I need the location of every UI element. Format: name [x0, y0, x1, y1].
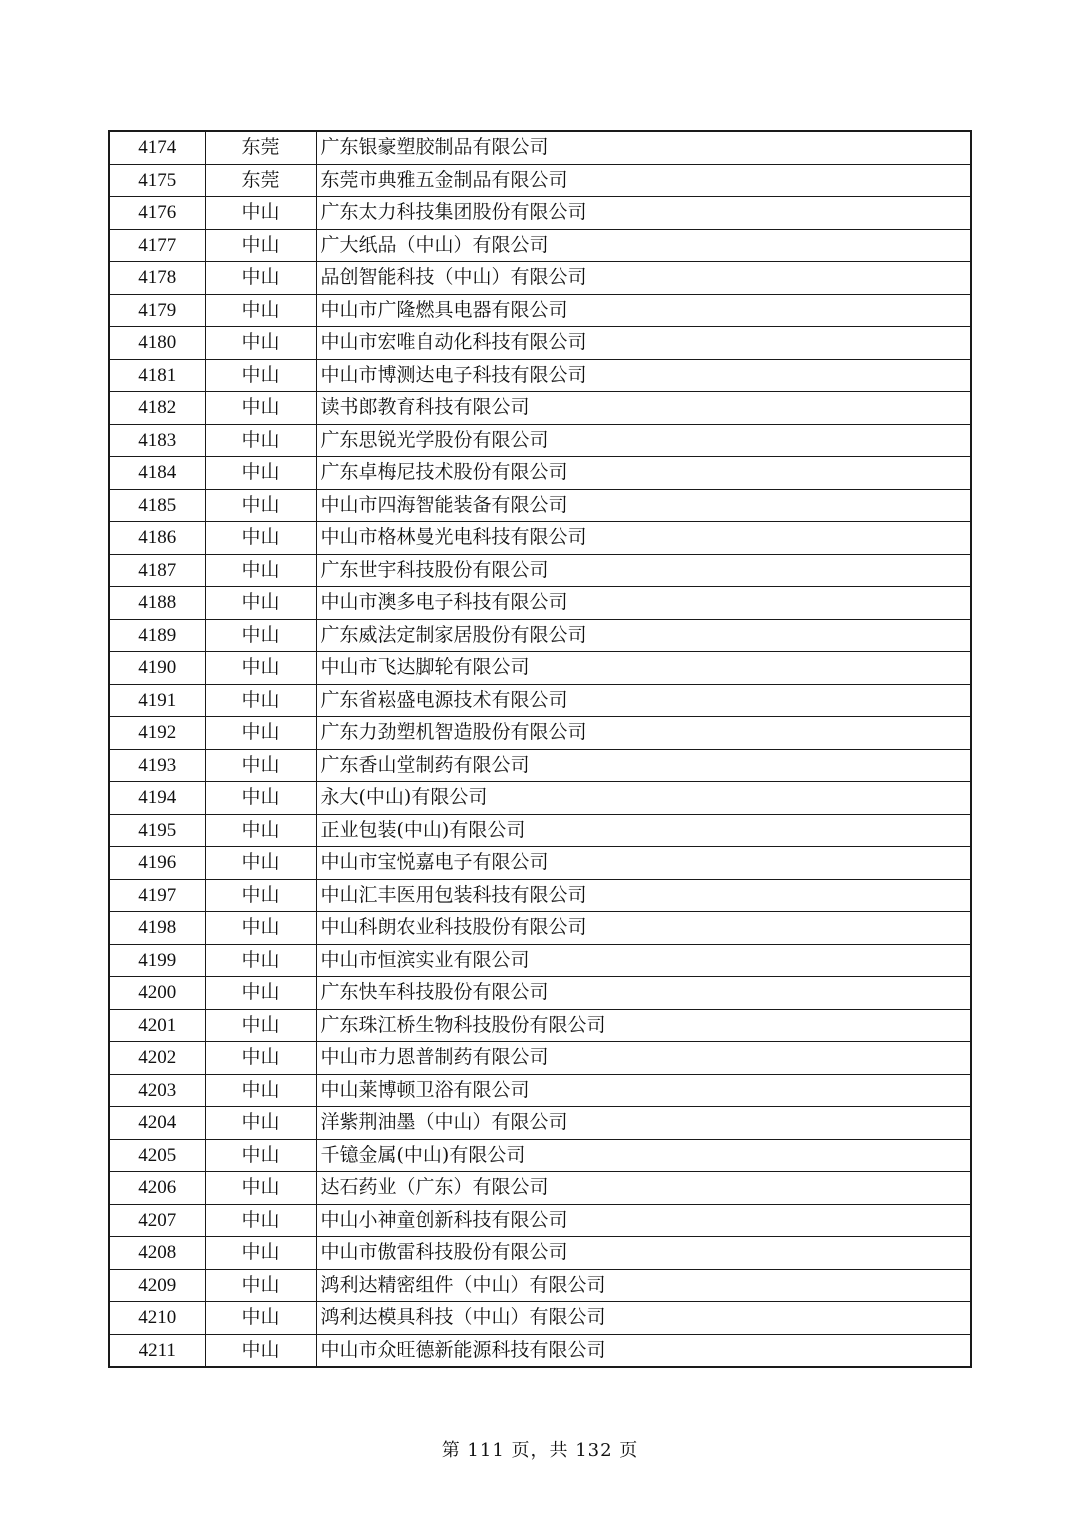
- row-number-cell: 4187: [109, 554, 205, 587]
- company-name-cell: 广东世宇科技股份有限公司: [316, 554, 971, 587]
- company-name-cell: 读书郎教育科技有限公司: [316, 392, 971, 425]
- row-number-cell: 4179: [109, 294, 205, 327]
- row-number-cell: 4205: [109, 1139, 205, 1172]
- company-name-cell: 广东香山堂制药有限公司: [316, 749, 971, 782]
- city-cell: 中山: [205, 684, 316, 717]
- row-number-cell: 4200: [109, 977, 205, 1010]
- table-row: [109, 554, 971, 587]
- row-number-cell: 4181: [109, 359, 205, 392]
- row-number-cell: 4186: [109, 522, 205, 555]
- company-name-cell: 中山市广隆燃具电器有限公司: [316, 294, 971, 327]
- city-cell: 中山: [205, 359, 316, 392]
- company-name-cell: 中山科朗农业科技股份有限公司: [316, 912, 971, 945]
- company-name-cell: 永大(中山)有限公司: [316, 782, 971, 815]
- row-number-cell: 4188: [109, 587, 205, 620]
- row-number-cell: 4177: [109, 229, 205, 262]
- table-row: [109, 1302, 971, 1335]
- table-row: [109, 944, 971, 977]
- company-name-cell: 鸿利达模具科技（中山）有限公司: [316, 1302, 971, 1335]
- city-cell: 中山: [205, 847, 316, 880]
- table-row: [109, 749, 971, 782]
- city-cell: 中山: [205, 717, 316, 750]
- company-name-cell: 品创智能科技（中山）有限公司: [316, 262, 971, 295]
- row-number-cell: 4176: [109, 197, 205, 230]
- company-list-table: [108, 130, 972, 1368]
- city-cell: 中山: [205, 522, 316, 555]
- company-name-cell: 中山市宏唯自动化科技有限公司: [316, 327, 971, 360]
- company-name-cell: 中山市恒滨实业有限公司: [316, 944, 971, 977]
- row-number-cell: 4180: [109, 327, 205, 360]
- table-row: [109, 1172, 971, 1205]
- city-cell: 中山: [205, 1009, 316, 1042]
- table-row: [109, 262, 971, 295]
- row-number-cell: 4206: [109, 1172, 205, 1205]
- city-cell: 东莞: [205, 131, 316, 164]
- company-name-cell: 广东省崧盛电源技术有限公司: [316, 684, 971, 717]
- row-number-cell: 4189: [109, 619, 205, 652]
- table-row: [109, 1139, 971, 1172]
- table-row: [109, 619, 971, 652]
- city-cell: 中山: [205, 912, 316, 945]
- table-row: [109, 1334, 971, 1367]
- city-cell: 中山: [205, 1172, 316, 1205]
- city-cell: 中山: [205, 1334, 316, 1367]
- table-row: [109, 652, 971, 685]
- city-cell: 中山: [205, 294, 316, 327]
- city-cell: 中山: [205, 944, 316, 977]
- city-cell: 中山: [205, 489, 316, 522]
- row-number-cell: 4207: [109, 1204, 205, 1237]
- city-cell: 中山: [205, 652, 316, 685]
- row-number-cell: 4185: [109, 489, 205, 522]
- row-number-cell: 4199: [109, 944, 205, 977]
- table-row: [109, 782, 971, 815]
- company-name-cell: 中山市博测达电子科技有限公司: [316, 359, 971, 392]
- city-cell: 中山: [205, 1237, 316, 1270]
- city-cell: 东莞: [205, 164, 316, 197]
- table-row: [109, 197, 971, 230]
- table-row: [109, 1074, 971, 1107]
- city-cell: 中山: [205, 1302, 316, 1335]
- company-name-cell: 中山市四海智能装备有限公司: [316, 489, 971, 522]
- city-cell: 中山: [205, 457, 316, 490]
- city-cell: 中山: [205, 1074, 316, 1107]
- table-row: [109, 1107, 971, 1140]
- table-row: [109, 879, 971, 912]
- company-name-cell: 广东威法定制家居股份有限公司: [316, 619, 971, 652]
- company-name-cell: 洋紫荆油墨（中山）有限公司: [316, 1107, 971, 1140]
- row-number-cell: 4184: [109, 457, 205, 490]
- table-row: [109, 1042, 971, 1075]
- row-number-cell: 4194: [109, 782, 205, 815]
- company-name-cell: 广东思锐光学股份有限公司: [316, 424, 971, 457]
- table-row: [109, 847, 971, 880]
- table-row: [109, 1269, 971, 1302]
- table-row: [109, 392, 971, 425]
- company-name-cell: 广大纸品（中山）有限公司: [316, 229, 971, 262]
- company-name-cell: 中山市力恩普制药有限公司: [316, 1042, 971, 1075]
- table-row: [109, 587, 971, 620]
- table-row: [109, 684, 971, 717]
- row-number-cell: 4193: [109, 749, 205, 782]
- row-number-cell: 4209: [109, 1269, 205, 1302]
- company-name-cell: 中山小神童创新科技有限公司: [316, 1204, 971, 1237]
- row-number-cell: 4195: [109, 814, 205, 847]
- page-number: 第 111 页，共 132 页: [441, 1440, 639, 1461]
- row-number-cell: 4202: [109, 1042, 205, 1075]
- row-number-cell: 4204: [109, 1107, 205, 1140]
- city-cell: 中山: [205, 1042, 316, 1075]
- row-number-cell: 4182: [109, 392, 205, 425]
- city-cell: 中山: [205, 1204, 316, 1237]
- table-row: [109, 489, 971, 522]
- company-name-cell: 中山市众旺德新能源科技有限公司: [316, 1334, 971, 1367]
- city-cell: 中山: [205, 424, 316, 457]
- company-name-cell: 广东卓梅尼技术股份有限公司: [316, 457, 971, 490]
- company-name-cell: 中山市格林曼光电科技有限公司: [316, 522, 971, 555]
- city-cell: 中山: [205, 1269, 316, 1302]
- table-row: [109, 1204, 971, 1237]
- city-cell: 中山: [205, 749, 316, 782]
- row-number-cell: 4208: [109, 1237, 205, 1270]
- table-row: [109, 977, 971, 1010]
- city-cell: 中山: [205, 327, 316, 360]
- city-cell: 中山: [205, 782, 316, 815]
- company-name-cell: 中山市傲雷科技股份有限公司: [316, 1237, 971, 1270]
- city-cell: 中山: [205, 1107, 316, 1140]
- table-row: [109, 522, 971, 555]
- company-name-cell: 千镱金属(中山)有限公司: [316, 1139, 971, 1172]
- row-number-cell: 4198: [109, 912, 205, 945]
- row-number-cell: 4191: [109, 684, 205, 717]
- company-name-cell: 广东珠江桥生物科技股份有限公司: [316, 1009, 971, 1042]
- city-cell: 中山: [205, 619, 316, 652]
- row-number-cell: 4197: [109, 879, 205, 912]
- city-cell: 中山: [205, 262, 316, 295]
- company-name-cell: 中山莱博顿卫浴有限公司: [316, 1074, 971, 1107]
- table-row: [109, 717, 971, 750]
- row-number-cell: 4183: [109, 424, 205, 457]
- city-cell: 中山: [205, 197, 316, 230]
- company-name-cell: 达石药业（广东）有限公司: [316, 1172, 971, 1205]
- city-cell: 中山: [205, 1139, 316, 1172]
- company-name-cell: 广东快车科技股份有限公司: [316, 977, 971, 1010]
- company-name-cell: 广东力劲塑机智造股份有限公司: [316, 717, 971, 750]
- city-cell: 中山: [205, 554, 316, 587]
- table-row: [109, 814, 971, 847]
- row-number-cell: 4178: [109, 262, 205, 295]
- company-name-cell: 中山市澳多电子科技有限公司: [316, 587, 971, 620]
- row-number-cell: 4196: [109, 847, 205, 880]
- row-number-cell: 4174: [109, 131, 205, 164]
- table-row: [109, 294, 971, 327]
- row-number-cell: 4175: [109, 164, 205, 197]
- company-name-cell: 中山市飞达脚轮有限公司: [316, 652, 971, 685]
- city-cell: 中山: [205, 587, 316, 620]
- city-cell: 中山: [205, 229, 316, 262]
- table-row: [109, 131, 971, 164]
- company-name-cell: 中山市宝悦嘉电子有限公司: [316, 847, 971, 880]
- table-row: [109, 164, 971, 197]
- city-cell: 中山: [205, 879, 316, 912]
- table-row: [109, 1237, 971, 1270]
- table-row: [109, 359, 971, 392]
- table-row: [109, 327, 971, 360]
- row-number-cell: 4192: [109, 717, 205, 750]
- company-name-cell: 中山汇丰医用包装科技有限公司: [316, 879, 971, 912]
- city-cell: 中山: [205, 977, 316, 1010]
- company-name-cell: 鸿利达精密组件（中山）有限公司: [316, 1269, 971, 1302]
- company-name-cell: 东莞市典雅五金制品有限公司: [316, 164, 971, 197]
- table-row: [109, 457, 971, 490]
- company-name-cell: 广东太力科技集团股份有限公司: [316, 197, 971, 230]
- row-number-cell: 4201: [109, 1009, 205, 1042]
- table-row: [109, 424, 971, 457]
- row-number-cell: 4203: [109, 1074, 205, 1107]
- row-number-cell: 4210: [109, 1302, 205, 1335]
- row-number-cell: 4190: [109, 652, 205, 685]
- table-row: [109, 912, 971, 945]
- company-name-cell: 正业包装(中山)有限公司: [316, 814, 971, 847]
- city-cell: 中山: [205, 814, 316, 847]
- row-number-cell: 4211: [109, 1334, 205, 1367]
- city-cell: 中山: [205, 392, 316, 425]
- table-row: [109, 229, 971, 262]
- company-name-cell: 广东银豪塑胶制品有限公司: [316, 131, 971, 164]
- table-row: [109, 1009, 971, 1042]
- company-list-body: [109, 131, 971, 1367]
